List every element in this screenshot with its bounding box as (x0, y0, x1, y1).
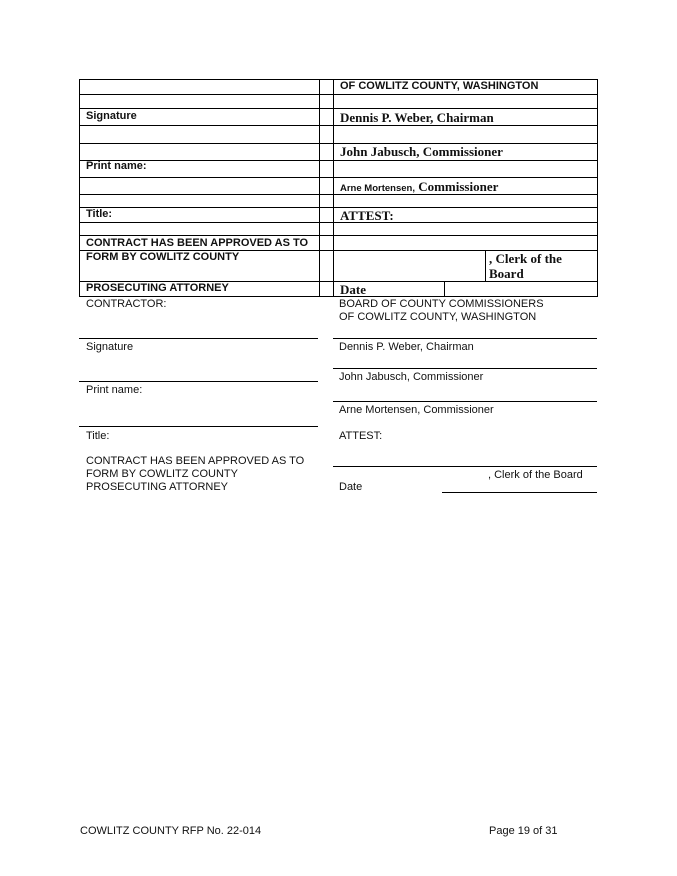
board-line1: BOARD OF COUNTY COMMISSIONERS (339, 298, 544, 310)
mortensen-signature-line[interactable] (333, 401, 597, 402)
table-county-header: OF COWLITZ COUNTY, WASHINGTON (340, 80, 539, 92)
table-approved-line1: CONTRACT HAS BEEN APPROVED AS TO (86, 237, 309, 249)
table-date: Date (340, 282, 366, 297)
footer-rfp: COWLITZ COUNTY RFP No. 22-014 (80, 825, 262, 837)
clerk-label: , Clerk of the Board (488, 469, 583, 481)
clerk-signature-line[interactable] (333, 466, 597, 467)
footer-page-number: Page 19 of 31 (489, 825, 558, 837)
date-line[interactable] (442, 492, 597, 493)
table-clerk-line1: , Clerk of the (489, 251, 562, 266)
title-line[interactable] (79, 426, 318, 427)
weber-label: Dennis P. Weber, Chairman (339, 341, 474, 353)
signature-label: Signature (86, 341, 134, 353)
contractor-label: CONTRACTOR: (86, 298, 167, 310)
date-label: Date (339, 481, 363, 493)
table-weber: Dennis P. Weber, Chairman (340, 110, 494, 125)
table-prosecuting: PROSECUTING ATTORNEY (86, 282, 229, 294)
table-clerk-line2: Board (489, 266, 524, 281)
jabusch-signature-line[interactable] (333, 368, 597, 369)
table-signature-label: Signature (86, 110, 137, 122)
board-line2: OF COWLITZ COUNTY, WASHINGTON (339, 311, 537, 323)
contractor-signature-line[interactable] (79, 338, 318, 339)
print-name-line[interactable] (79, 381, 318, 382)
weber-signature-line[interactable] (333, 338, 597, 339)
table-attest: ATTEST: (340, 208, 394, 223)
jabusch-label: John Jabusch, Commissioner (339, 371, 484, 383)
table-approved-line2: FORM BY COWLITZ COUNTY (86, 251, 240, 263)
approved-line1: CONTRACT HAS BEEN APPROVED AS TO (86, 455, 305, 467)
table-print-name-label: Print name: (86, 160, 147, 172)
approved-line2: FORM BY COWLITZ COUNTY (86, 468, 238, 480)
table-jabusch: John Jabusch, Commissioner (340, 144, 503, 159)
table-mortensen: Arne Mortensen, Commissioner (340, 179, 499, 194)
attest-label: ATTEST: (339, 430, 383, 442)
print-name-label: Print name: (86, 384, 143, 396)
title-label: Title: (86, 430, 110, 442)
approved-line3: PROSECUTING ATTORNEY (86, 481, 229, 493)
mortensen-label: Arne Mortensen, Commissioner (339, 404, 494, 416)
table-title-label: Title: (86, 208, 113, 220)
